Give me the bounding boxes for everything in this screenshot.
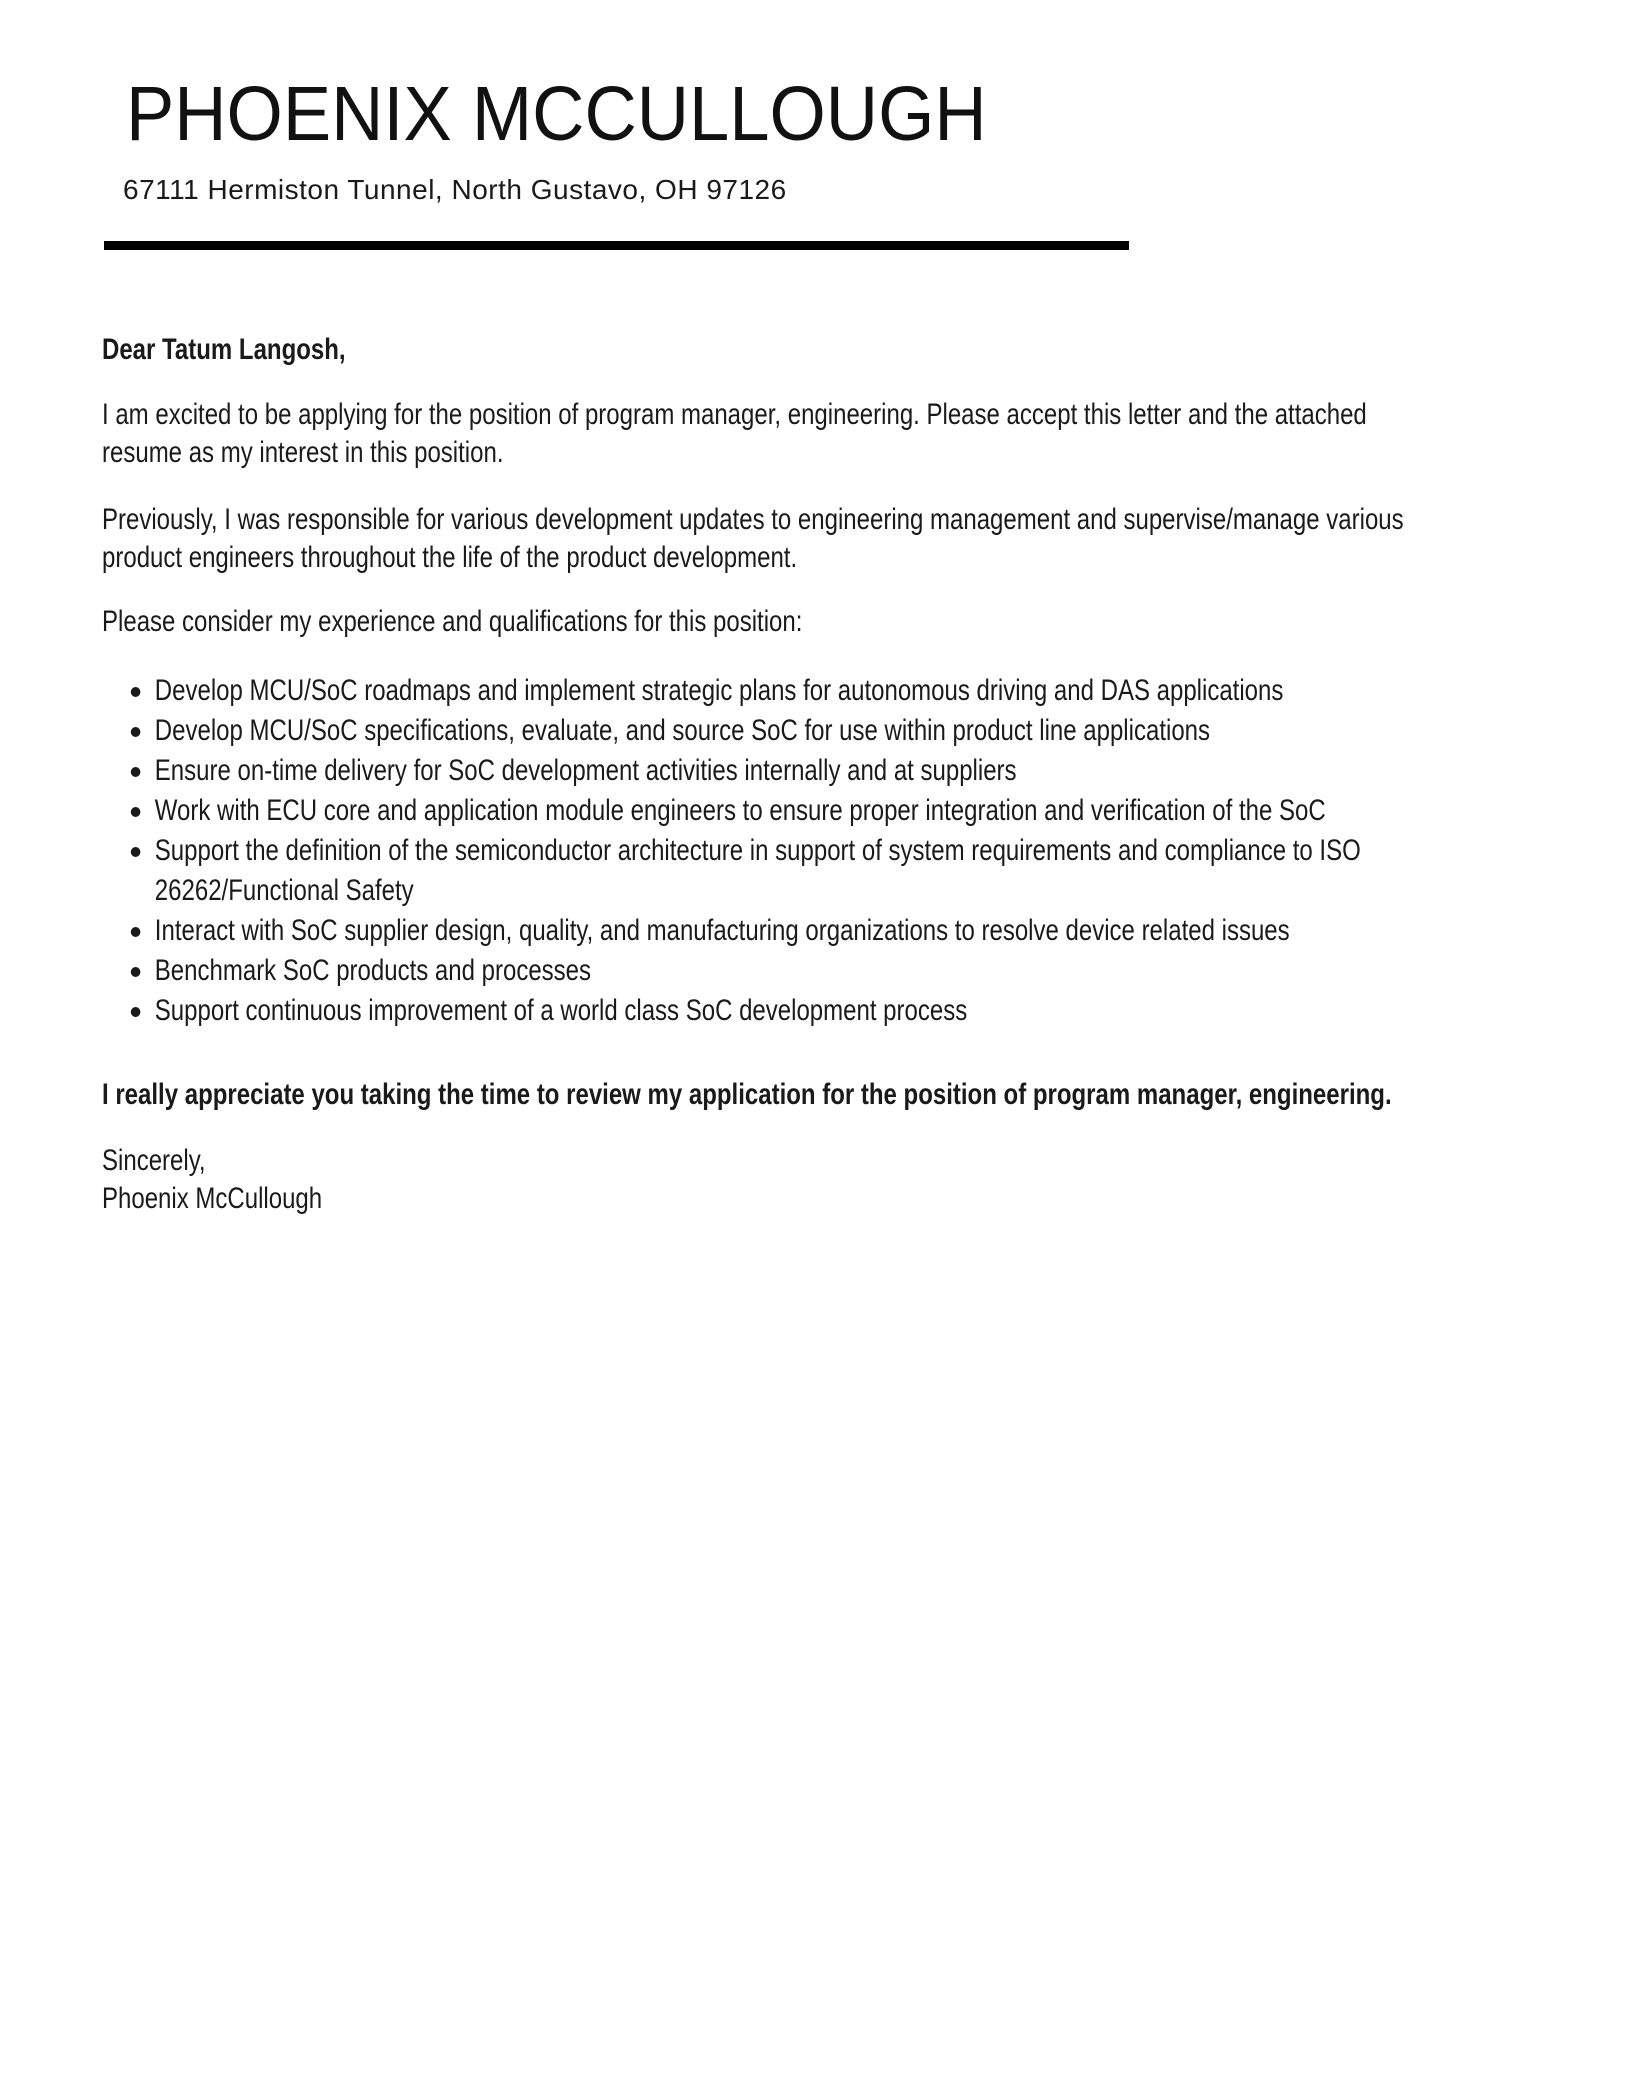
paragraph-line: product engineers throughout the life of the product development. (102, 541, 798, 574)
list-item-text: Support the definition of the semiconductor architecture in support of system requirements and compliance to ISO (154, 834, 1361, 867)
list-item-text: Interact with SoC supplier design, quality, and manufacturing organizations to resolve device related issues (154, 914, 1290, 947)
list-item-text: 26262/Functional Safety (154, 874, 414, 907)
signoff (102, 1142, 322, 1218)
paragraph-line: resume as my interest in this position. (102, 436, 504, 469)
bullet-icon (131, 967, 141, 977)
paragraph-experience (102, 501, 1404, 577)
list-item (102, 791, 1361, 831)
list-item (102, 911, 1361, 951)
letter-author-name: PHOENIX MCCULLOUGH (126, 71, 987, 157)
bullet-icon (131, 847, 141, 857)
bullet-icon (131, 727, 141, 737)
bullet-icon (131, 1007, 141, 1017)
list-item-text: Develop MCU/SoC specifications, evaluate, and source SoC for use within product line applications (154, 714, 1211, 747)
salutation: Dear Tatum Langosh, (102, 333, 346, 366)
list-item-text: Develop MCU/SoC roadmaps and implement strategic plans for autonomous driving and DAS applications (154, 674, 1284, 707)
bullet-icon (131, 767, 141, 777)
qualifications-list (102, 671, 1361, 1031)
bullet-icon (131, 807, 141, 817)
list-item (102, 991, 1361, 1031)
signoff-sincerely: Sincerely, (102, 1144, 206, 1177)
closing-line: I really appreciate you taking the time to review my application for the position of program manager, engineering. (102, 1078, 1392, 1111)
list-item (102, 751, 1361, 791)
list-item (102, 831, 1361, 911)
list-item-text: Support continuous improvement of a world class SoC development process (154, 994, 968, 1027)
list-item-text: Work with ECU core and application module engineers to ensure proper integration and verification of the SoC (154, 794, 1326, 827)
list-item (102, 711, 1361, 751)
paragraph-line: Previously, I was responsible for various development updates to engineering management and supervise/manage various (102, 503, 1404, 536)
list-item-text: Ensure on-time delivery for SoC development activities internally and at suppliers (154, 754, 1017, 787)
paragraph-lead-in (102, 603, 802, 641)
paragraph-intro (102, 396, 1367, 472)
signoff-name: Phoenix McCullough (102, 1182, 323, 1215)
paragraph-line: I am excited to be applying for the position of program manager, engineering. Please accept this letter and the attached (102, 398, 1367, 431)
letter-body (102, 0, 1632, 2098)
list-item (102, 951, 1361, 991)
bullet-icon (131, 687, 141, 697)
list-item (102, 671, 1361, 711)
paragraph-line: Please consider my experience and qualifications for this position: (102, 605, 803, 638)
bullet-icon (131, 927, 141, 937)
author-address: 67111 Hermiston Tunnel, North Gustavo, OH 97126 (123, 174, 787, 205)
list-item-text: Benchmark SoC products and processes (154, 954, 592, 987)
